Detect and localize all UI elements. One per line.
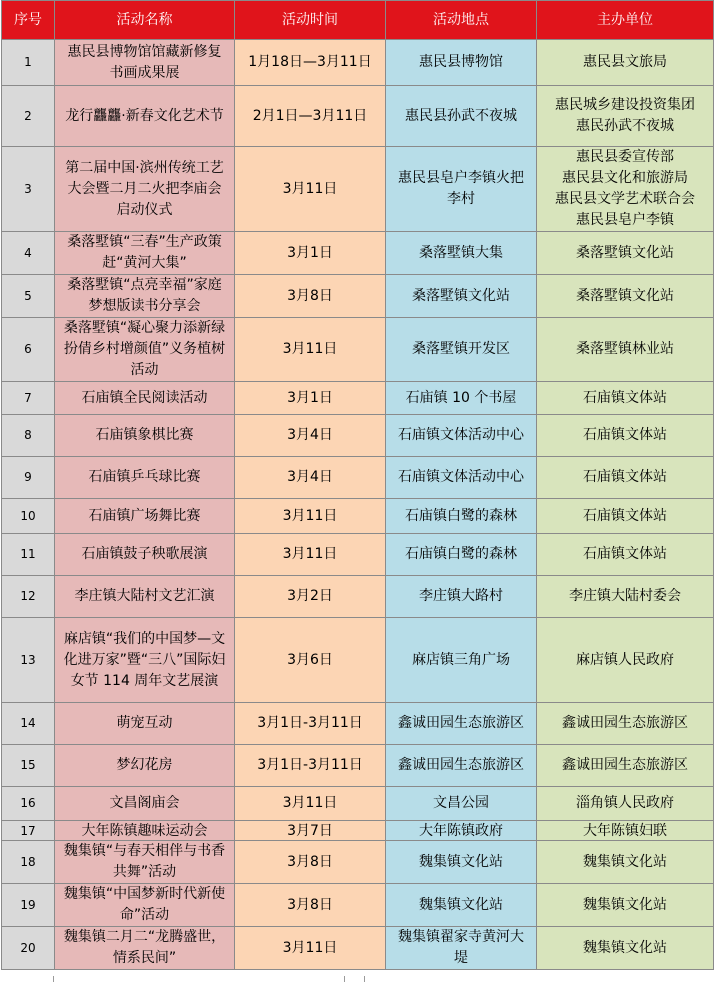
table-row [2,40,714,86]
sheet-edge-mark [344,976,345,982]
row-index: 1 [2,40,55,86]
row-index: 3 [2,147,55,232]
activity-name: 石庙镇全民阅读活动 [55,382,235,415]
activity-time: 3月1日 [235,382,386,415]
activity-place: 魏集镇文化站 [386,884,537,927]
activity-table [1,0,714,970]
table-row [2,275,714,318]
activity-name: 李庄镇大陆村文艺汇演 [55,576,235,618]
organizer: 石庙镇文体站 [537,457,714,499]
activity-place: 李庄镇大路村 [386,576,537,618]
row-index: 11 [2,534,55,576]
activity-time: 3月4日 [235,415,386,457]
activity-time: 3月1日-3月11日 [235,703,386,745]
activity-time: 3月6日 [235,618,386,703]
organizer: 石庙镇文体站 [537,534,714,576]
row-index: 13 [2,618,55,703]
activity-time: 3月11日 [235,927,386,970]
organizer: 淄角镇人民政府 [537,787,714,821]
row-index: 5 [2,275,55,318]
table-row [2,382,714,415]
activity-name: 桑落墅镇“点亮幸福”家庭梦想版读书分享会 [55,275,235,318]
activity-place: 桑落墅镇文化站 [386,275,537,318]
activity-place: 惠民县孙武不夜城 [386,86,537,147]
table-body [2,40,714,970]
table-row [2,318,714,382]
organizer: 桑落墅镇文化站 [537,275,714,318]
activity-name: 石庙镇鼓子秧歌展演 [55,534,235,576]
table-row [2,618,714,703]
activity-name: 萌宠互动 [55,703,235,745]
activity-place: 惠民县博物馆 [386,40,537,86]
organizer: 李庄镇大陆村委会 [537,576,714,618]
activity-name: 石庙镇广场舞比赛 [55,499,235,534]
organizer: 鑫诚田园生态旅游区 [537,703,714,745]
activity-time: 3月7日 [235,821,386,841]
row-index: 19 [2,884,55,927]
organizer: 石庙镇文体站 [537,382,714,415]
organizer: 石庙镇文体站 [537,499,714,534]
row-index: 18 [2,841,55,884]
activity-place: 鑫诚田园生态旅游区 [386,703,537,745]
table-header-row [2,1,714,40]
table-row [2,86,714,147]
activity-place: 鑫诚田园生态旅游区 [386,745,537,787]
row-index: 8 [2,415,55,457]
header-activity-name: 活动名称 [55,1,235,40]
row-index: 2 [2,86,55,147]
row-index: 20 [2,927,55,970]
activity-place: 文昌公园 [386,787,537,821]
organizer: 大年陈镇妇联 [537,821,714,841]
activity-time: 3月4日 [235,457,386,499]
organizer: 魏集镇文化站 [537,884,714,927]
sheet-edge-mark [364,976,365,982]
table-row [2,232,714,275]
activity-time: 3月1日 [235,232,386,275]
activity-place: 石庙镇文体活动中心 [386,415,537,457]
row-index: 16 [2,787,55,821]
row-index: 10 [2,499,55,534]
table-row [2,884,714,927]
organizer: 鑫诚田园生态旅游区 [537,745,714,787]
table-row [2,415,714,457]
activity-name: 梦幻花房 [55,745,235,787]
row-index: 7 [2,382,55,415]
activity-name: 石庙镇乒乓球比赛 [55,457,235,499]
activity-time: 3月1日-3月11日 [235,745,386,787]
activity-time: 3月2日 [235,576,386,618]
table-row [2,576,714,618]
activity-time: 3月11日 [235,499,386,534]
sheet-edge-mark [53,976,54,982]
table-row [2,927,714,970]
activity-time: 3月11日 [235,318,386,382]
activity-name: 麻店镇“我们的中国梦—文化进万家”暨“三八”国际妇女节 114 周年文艺展演 [55,618,235,703]
activity-place: 魏集镇翟家寺黄河大堤 [386,927,537,970]
activity-name: 桑落墅镇“三春”生产政策赶“黄河大集” [55,232,235,275]
header-organizer: 主办单位 [537,1,714,40]
row-index: 4 [2,232,55,275]
activity-place: 石庙镇白鹭的森林 [386,499,537,534]
organizer: 石庙镇文体站 [537,415,714,457]
table-row [2,147,714,232]
activity-name: 魏集镇二月二“龙腾盛世，情系民间” [55,927,235,970]
organizer: 桑落墅镇文化站 [537,232,714,275]
organizer: 麻店镇人民政府 [537,618,714,703]
header-activity-time: 活动时间 [235,1,386,40]
activity-place: 石庙镇白鹭的森林 [386,534,537,576]
organizer: 惠民城乡建设投资集团 惠民孙武不夜城 [537,86,714,147]
activity-place: 桑落墅镇开发区 [386,318,537,382]
activity-name: 第二届中国·滨州传统工艺大会暨二月二火把李庙会启动仪式 [55,147,235,232]
activity-place: 大年陈镇政府 [386,821,537,841]
table-row [2,499,714,534]
header-index: 序号 [2,1,55,40]
activity-place: 麻店镇三角广场 [386,618,537,703]
header-activity-place: 活动地点 [386,1,537,40]
row-index: 9 [2,457,55,499]
activity-place: 石庙镇 10 个书屋 [386,382,537,415]
row-index: 14 [2,703,55,745]
activity-name: 桑落墅镇“凝心聚力添新绿 扮倩乡村增颜值”义务植树活动 [55,318,235,382]
table-row [2,841,714,884]
activity-name: 魏集镇“中国梦新时代新使命”活动 [55,884,235,927]
activity-time: 3月8日 [235,841,386,884]
table-row [2,821,714,841]
organizer: 魏集镇文化站 [537,927,714,970]
row-index: 12 [2,576,55,618]
row-index: 15 [2,745,55,787]
activity-name: 龙行龘龘·新春文化艺术节 [55,86,235,147]
activity-time: 3月11日 [235,147,386,232]
table-row [2,745,714,787]
activity-place: 桑落墅镇大集 [386,232,537,275]
activity-time: 3月8日 [235,884,386,927]
activity-time: 3月11日 [235,534,386,576]
activity-name: 惠民县博物馆馆藏新修复书画成果展 [55,40,235,86]
activity-time: 1月18日—3月11日 [235,40,386,86]
organizer: 魏集镇文化站 [537,841,714,884]
table-row [2,703,714,745]
activity-place: 惠民县皂户李镇火把李村 [386,147,537,232]
row-index: 17 [2,821,55,841]
activity-time: 2月1日—3月11日 [235,86,386,147]
activity-name: 大年陈镇趣味运动会 [55,821,235,841]
table-row [2,787,714,821]
table-row [2,534,714,576]
activity-name: 文昌阁庙会 [55,787,235,821]
table-row [2,457,714,499]
activity-place: 石庙镇文体活动中心 [386,457,537,499]
activity-name: 石庙镇象棋比赛 [55,415,235,457]
row-index: 6 [2,318,55,382]
activity-time: 3月8日 [235,275,386,318]
activity-time: 3月11日 [235,787,386,821]
organizer: 惠民县委宣传部 惠民县文化和旅游局 惠民县文学艺术联合会 惠民县皂户李镇 [537,147,714,232]
activity-name: 魏集镇“与春天相伴与书香共舞”活动 [55,841,235,884]
organizer: 桑落墅镇林业站 [537,318,714,382]
activity-place: 魏集镇文化站 [386,841,537,884]
organizer: 惠民县文旅局 [537,40,714,86]
